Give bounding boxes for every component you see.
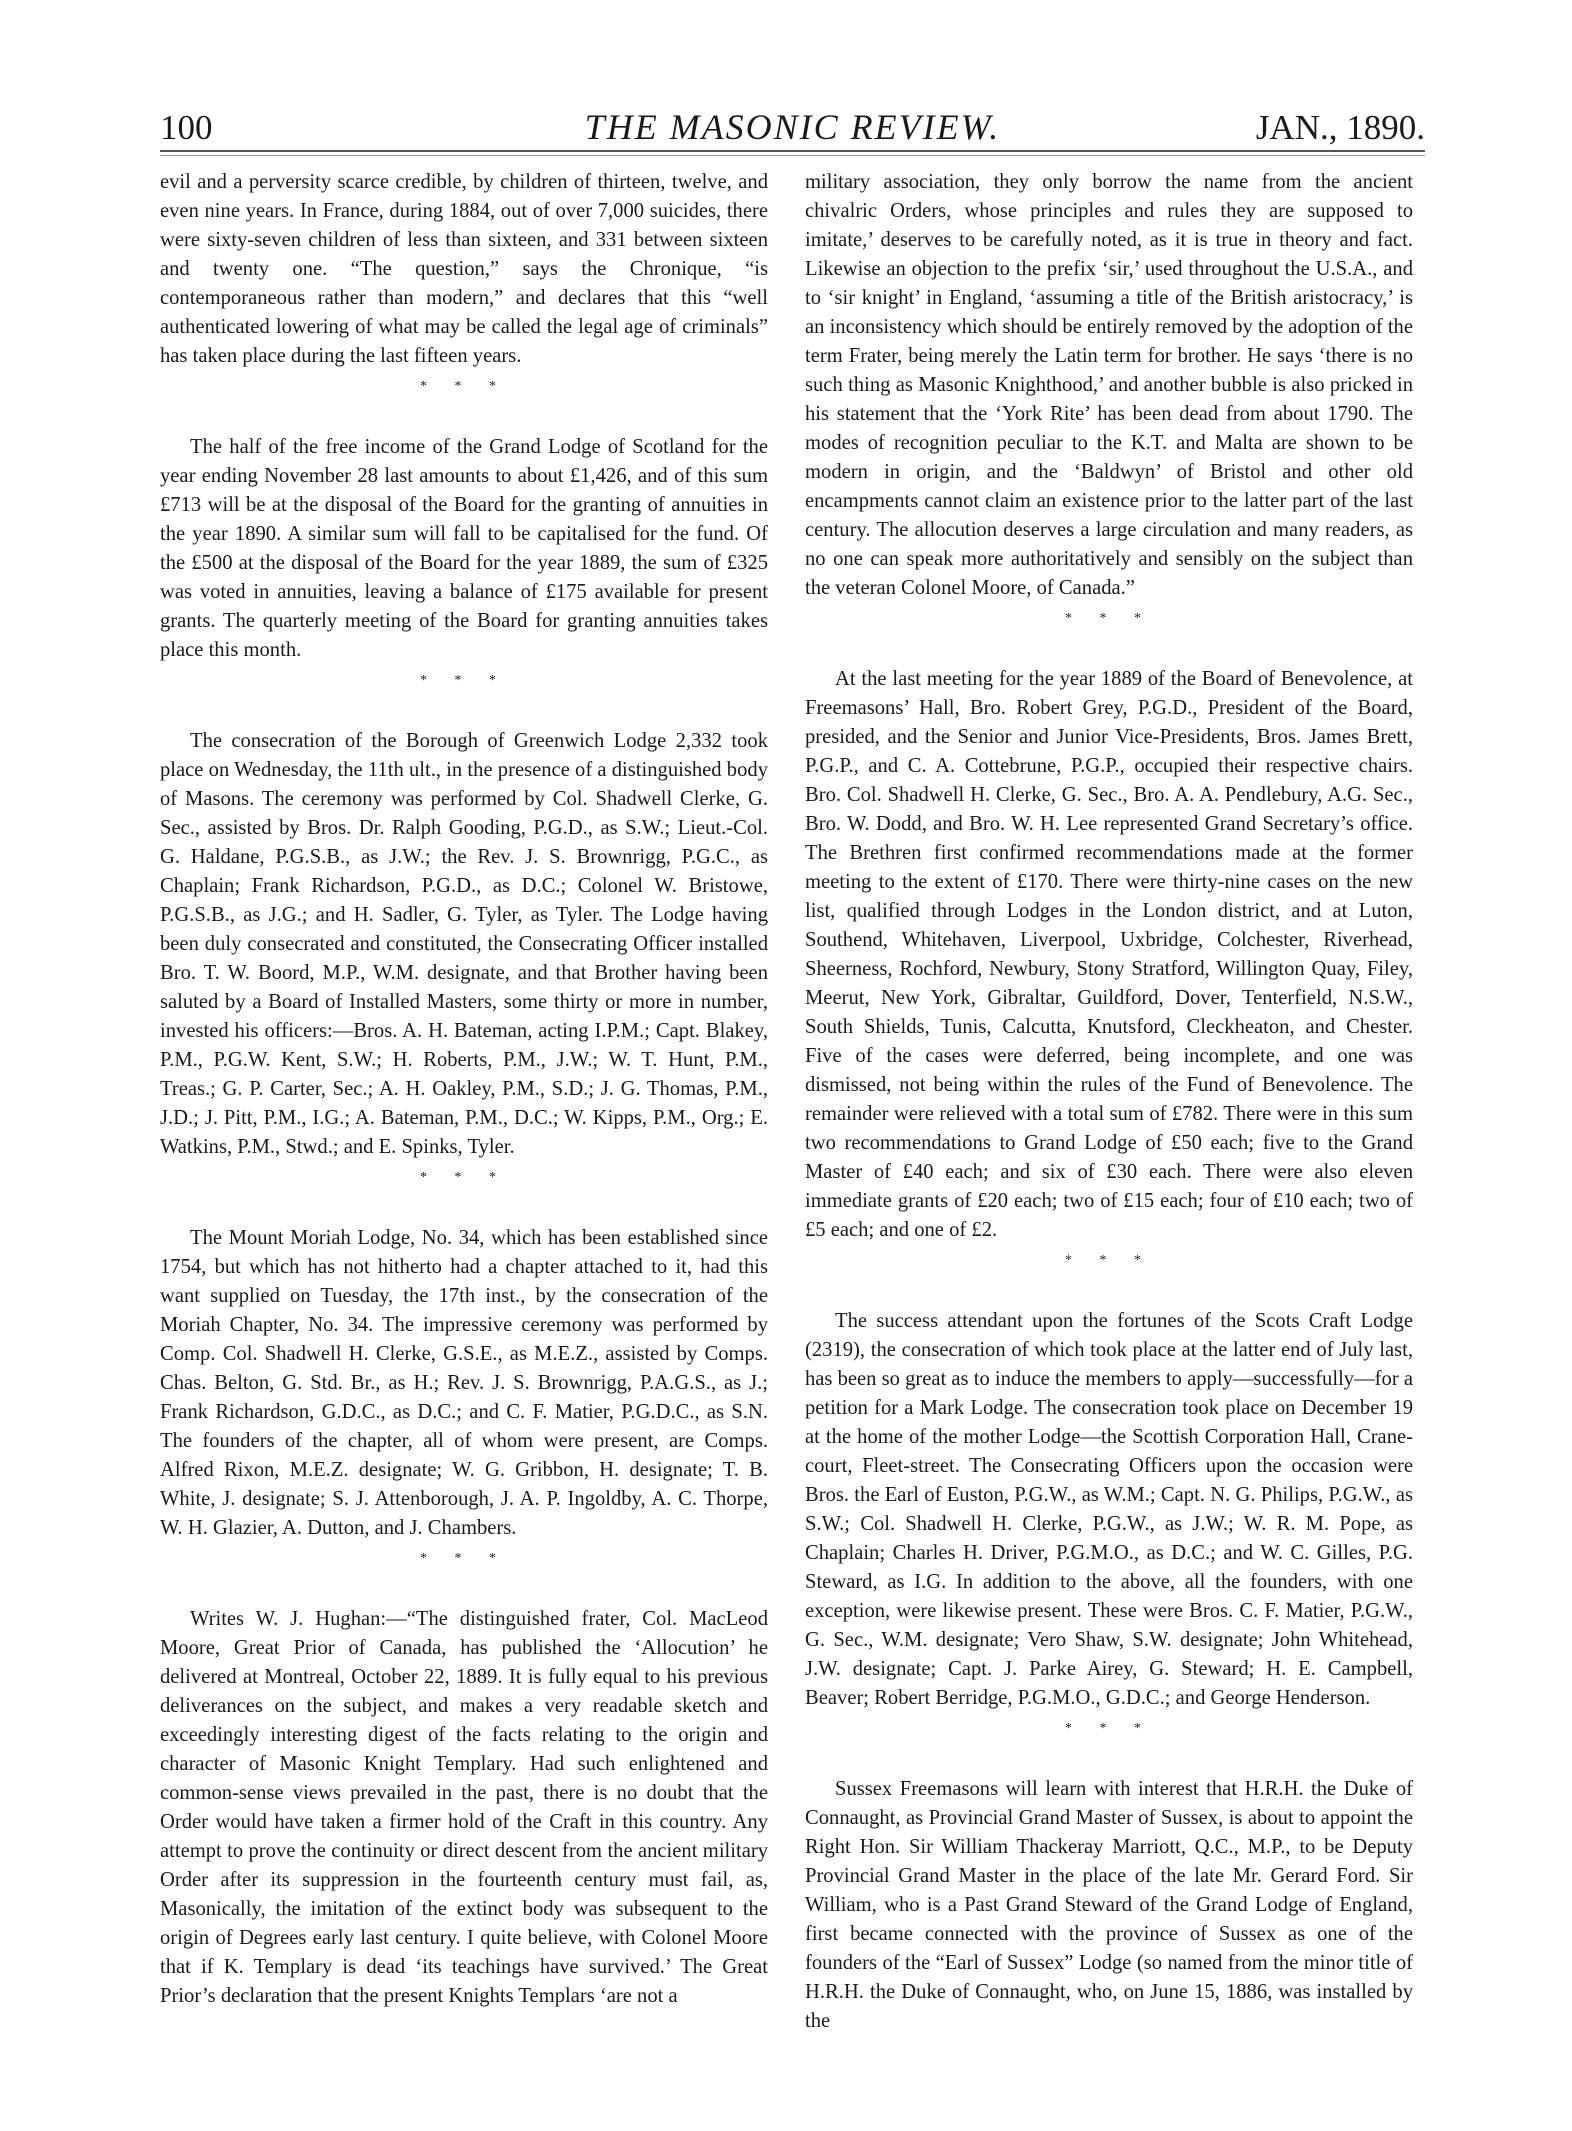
page-number: 100 <box>160 108 213 147</box>
running-header <box>160 108 1425 156</box>
section-separator: * * * <box>420 673 508 688</box>
article-paragraph: military association, they only borrow the name from the ancient chivalric Orders, whose principles and rules they are supposed to imitate,’ deserves to be carefully noted, as it is true in theory and fact. Likewise an objection to the prefix ‘sir,’ used throughout the U.S.A., and to ‘sir knight’ in England, ‘assuming a title of the British aristocracy,’ is an inconsistency which should be entirely removed by the adoption of the term Frater, being merely the Latin term for brother. He says ‘there is no such thing as Masonic Knighthood,’ and another bubble is also pricked in his statement that the ‘York Rite’ has been dead from about 1790. The modes of recognition peculiar to the K.T. and Malta are shown to be modern in origin, and the ‘Baldwyn’ of Bristol and other old encampments cannot claim an existence prior to the latter part of the last century. The allocution deserves a large circulation and many readers, as no one can speak more authoritatively and sensibly on the subject than the veteran Colonel Moore, of Canada.” <box>805 171 1413 599</box>
section-separator: * * * <box>1065 611 1153 626</box>
journal-title: THE MASONIC REVIEW. <box>584 107 1001 147</box>
article-paragraph: The half of the free income of the Grand Lodge of Scotland for the year ending November 28 last amounts to about £1,426, and of this sum £713 will be at the disposal of the Board for the granting of annuities in the year 1890. A similar sum will fall to be capitalised for the fund. Of the £500 at the disposal of the Board for the year 1889, the sum of £325 was voted in annuities, leaving a balance of £175 available for present grants. The quarterly meeting of the Board for granting annuities takes place this month. <box>160 436 768 661</box>
section-separator: * * * <box>1065 1721 1153 1736</box>
article-paragraph: The Mount Moriah Lodge, No. 34, which has been established since 1754, but which has not hitherto had a chapter attached to it, had this want supplied on Tuesday, the 17th inst., by the consecration of the Moriah Chapter, No. 34. The impressive ceremony was performed by Comp. Col. Shadwell H. Clerke, G.S.E., as M.E.Z., assisted by Comps. Chas. Belton, G. Std. Br., as H.; Rev. J. S. Brownrigg, P.A.G.S., as J.; Frank Richardson, G.D.C., as D.C.; and C. F. Matier, P.G.D.C., as S.N. The founders of the chapter, all of whom were present, are Comps. Alfred Rixon, M.E.Z. designate; W. G. Gribbon, H. designate; T. B. White, J. designate; S. J. Attenborough, J. A. P. Ingoldby, A. C. Thorpe, W. H. Glazier, A. Dutton, and J. Chambers. <box>160 1227 768 1539</box>
section-separator: * * * <box>1065 1253 1153 1268</box>
article-paragraph: Sussex Freemasons will learn with interest that H.R.H. the Duke of Connaught, as Provincial Grand Master of Sussex, is about to appoint the Right Hon. Sir William Thackeray Marriott, Q.C., M.P., to be Deputy Provincial Grand Master in the place of the late Mr. Gerard Ford. Sir William, who is a Past Grand Steward of the Grand Lodge of England, first became connected with the province of Sussex as one of the founders of the “Earl of Sussex” Lodge (so named from the minor title of H.R.H. the Duke of Connaught, who, on June 15, 1886, was installed by the <box>805 1778 1413 2032</box>
article-paragraph: At the last meeting for the year 1889 of the Board of Benevolence, at Freemasons’ Hall, Bro. Robert Grey, P.G.D., President of the Board, presided, and the Senior and Junior Vice-Presidents, Bros. James Brett, P.G.P., and C. A. Cottebrune, P.G.P., occupied their respective chairs. Bro. Col. Shadwell H. Clerke, G. Sec., Bro. A. A. Pendlebury, A.G. Sec., Bro. W. Dodd, and Bro. W. H. Lee represented Grand Secretary’s office. The Brethren first confirmed recommendations made at the former meeting to the extent of £170. There were thirty-nine cases on the new list, qualified through Lodges in the London district, and at Luton, Southend, Whitehaven, Liverpool, Uxbridge, Colchester, Riverhead, Sheerness, Rochford, Newbury, Stony Stratford, Willington Quay, Filey, Meerut, New York, Gibraltar, Guildford, Dover, Tenterfield, N.S.W., South Shields, Tunis, Calcutta, Knutsford, Cleckheaton, and Chester. Five of the cases were deferred, being incomplete, and one was dismissed, not being within the rules of the Fund of Benevolence. The remainder were relieved with a total sum of £782. There were in this sum two recommendations to Grand Lodge of £50 each; five to the Grand Master of £40 each; and six of £30 each. There were also eleven immediate grants of £20 each; two of £15 each; four of £10 each; two of £5 each; and one of £2. <box>805 668 1413 1241</box>
section-separator: * * * <box>420 379 508 394</box>
issue-date: JAN., 1890. <box>1255 108 1425 147</box>
article-paragraph: The consecration of the Borough of Greenwich Lodge 2,332 took place on Wednesday, the 11th ult., in the presence of a distinguished body of Masons. The ceremony was performed by Col. Shadwell Clerke, G. Sec., assisted by Bros. Dr. Ralph Gooding, P.G.D., as S.W.; Lieut.-Col. G. Haldane, P.G.S.B., as J.W.; the Rev. J. S. Brownrigg, P.G.C., as Chaplain; Frank Richardson, P.G.D., as D.C.; Colonel W. Bristowe, P.G.S.B., as J.G.; and H. Sadler, G. Tyler, as Tyler. The Lodge having been duly consecrated and constituted, the Consecrating Officer installed Bro. T. W. Boord, M.P., W.M. designate, and that Brother having been saluted by a Board of Installed Masters, some thirty or more in number, invested his officers:—Bros. A. H. Bateman, acting I.P.M.; Capt. Blakey, P.M., P.G.W. Kent, S.W.; H. Roberts, P.M., J.W.; W. T. Hunt, P.M., Treas.; G. P. Carter, Sec.; A. H. Oakley, P.M., S.D.; J. G. Thomas, P.M., J.D.; J. Pitt, P.M., I.G.; A. Bateman, P.M., D.C.; W. Kipps, P.M., Org.; E. Watkins, P.M., Stwd.; and E. Spinks, Tyler. <box>160 730 768 1158</box>
right-column <box>805 168 1413 2036</box>
article-paragraph: The success attendant upon the fortunes of the Scots Craft Lodge (2319), the consecration of which took place at the latter end of July last, has been so great as to induce the members to apply—successfully—for a petition for a Mark Lodge. The consecration took place on December 19 at the home of the mother Lodge—the Scottish Corporation Hall, Crane-court, Fleet-street. The Consecrating Officers upon the occasion were Bros. the Earl of Euston, P.G.W., as W.M.; Capt. N. G. Philips, P.G.W., as S.W.; Col. Shadwell H. Clerke, P.G.W., as J.W.; W. R. M. Pope, as Chaplain; Charles H. Driver, P.G.M.O., as D.C.; and W. C. Gilles, P.G. Steward, as I.G. In addition to the above, all the founders, with one exception, were likewise present. These were Bros. C. F. Matier, P.G.W., G. Sec., W.M. designate; Vero Shaw, S.W. designate; John Whitehead, J.W. designate; Capt. J. Parke Airey, G. Steward; H. E. Campbell, Beaver; Robert Berridge, P.G.M.O., G.D.C.; and George Henderson. <box>805 1310 1413 1709</box>
section-separator: * * * <box>420 1170 508 1185</box>
header-rule <box>160 150 1425 152</box>
article-paragraph: Writes W. J. Hughan:—“The distinguished frater, Col. MacLeod Moore, Great Prior of Canada, has published the ‘Allocution’ he delivered at Montreal, October 22, 1889. It is fully equal to his previous deliverances on the subject, and makes a very readable sketch and exceedingly interesting digest of the facts relating to the origin and character of Masonic Knight Templary. Had such enlightened and common-sense views prevailed in the past, there is no doubt that the Order would have taken a firmer hold of the Craft in this country. Any attempt to prove the continuity or direct descent from the ancient military Order after its suppression in the fourteenth century must fail, as, Masonically, the imitation of the extinct body was subsequent to the origin of Degrees early last century. I quite believe, with Colonel Moore that if K. Templary is dead ‘its teachings have survived.’ The Great Prior’s declaration that the present Knights Templars ‘are not a <box>160 1608 768 2007</box>
left-column <box>160 168 768 2011</box>
section-separator: * * * <box>420 1551 508 1566</box>
article-paragraph: evil and a perversity scarce credible, by children of thirteen, twelve, and even nine years. In France, during 1884, out of over 7,000 suicides, there were sixty-seven children of less than sixteen, and 331 between sixteen and twenty one. “The question,” says the Chronique, “is contemporaneous rather than modern,” and declares that this “well authenticated lowering of what may be called the legal age of criminals” has taken place during the last fifteen years. <box>160 171 768 367</box>
header-rule-thin <box>160 155 1425 156</box>
